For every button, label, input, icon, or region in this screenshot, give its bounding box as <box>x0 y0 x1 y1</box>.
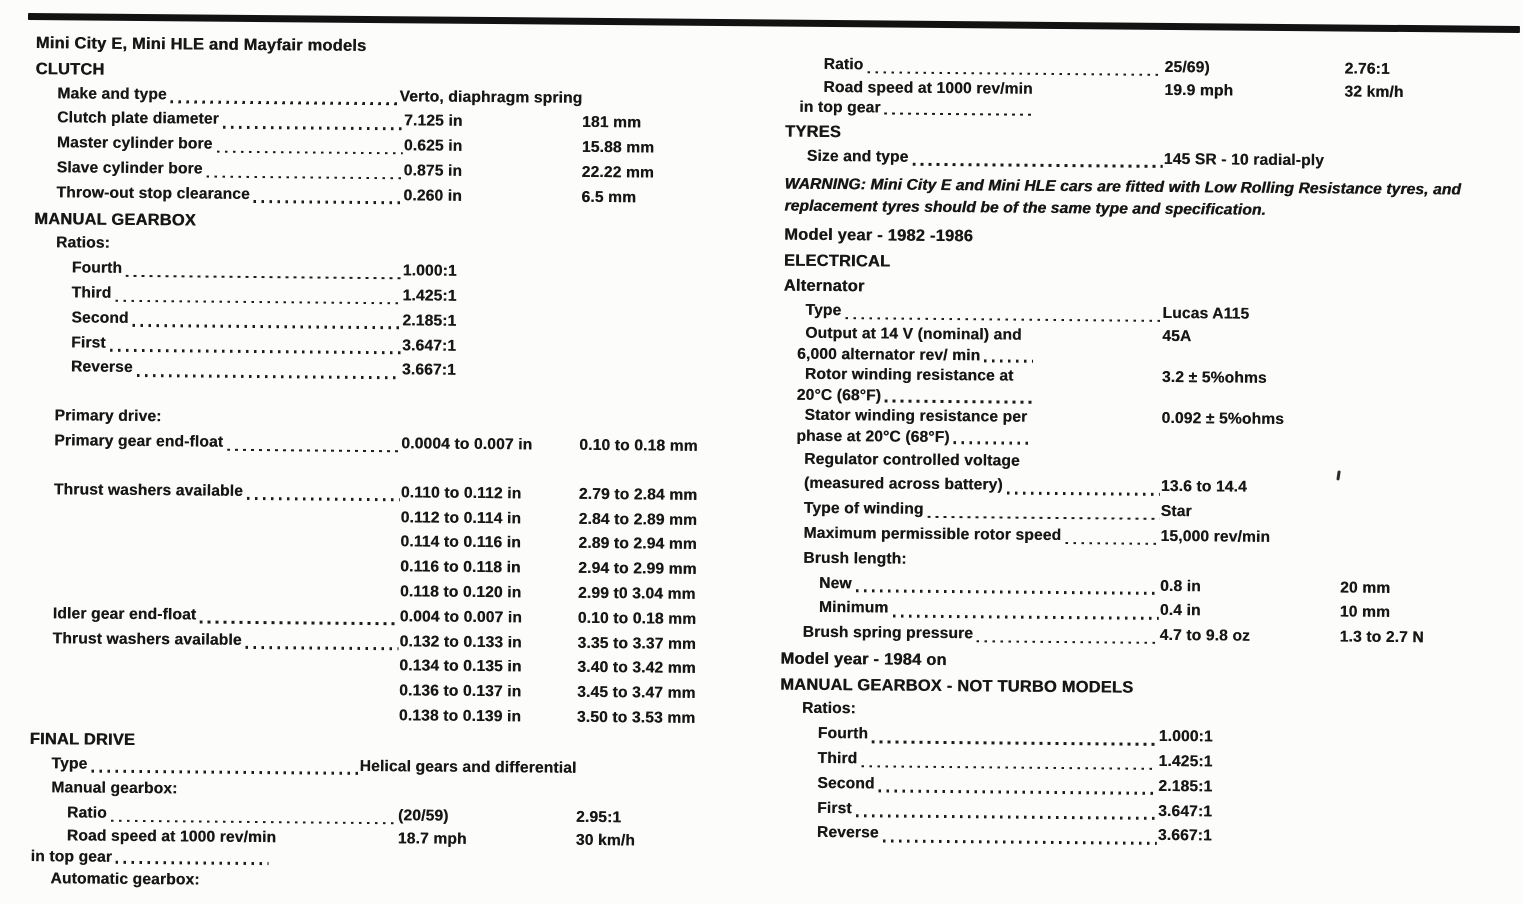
spec-value-metric <box>580 351 733 352</box>
spec-value-imperial: Helical gears and differential <box>359 757 577 777</box>
page-columns <box>28 30 1513 904</box>
spec-label: Fourth <box>71 259 123 277</box>
leader-space <box>34 669 398 675</box>
spec-value-metric: 6.5 mm <box>581 188 637 207</box>
heading-text: Model year - 1982 -1986 <box>784 225 974 246</box>
spec-value-imperial: 0.0004 to 0.007 in <box>401 435 533 454</box>
spec-value-imperial: 3.667:1 <box>1157 827 1212 845</box>
spec-label: First <box>71 333 106 352</box>
spec-label: Reverse <box>70 358 133 377</box>
spec-value-metric <box>1342 404 1511 405</box>
spec-value-imperial: 0.112 to 0.114 in <box>400 508 522 527</box>
spec-value-metric: 2.95:1 <box>575 808 622 827</box>
spec-label: Rotor winding resistance at <box>804 365 1014 385</box>
spec-label: Second <box>71 309 129 327</box>
spec-value-metric <box>581 277 734 278</box>
leader-space <box>280 842 397 846</box>
leader-gap <box>1034 360 1162 361</box>
leader-gap <box>1036 114 1164 115</box>
spec-value-metric <box>1342 320 1511 321</box>
warning-text: WARNING: Mini City E and Mini HLE cars are fitted with Low Rolling Resistance tyres, and replacement tyres should be of the same type and specification. <box>784 175 1461 219</box>
left-column <box>28 30 735 898</box>
spec-value-metric <box>1338 792 1507 793</box>
dot-leader <box>246 646 399 650</box>
spec-value-metric: 30 km/h <box>575 831 636 850</box>
heading-text: Alternator <box>783 276 865 296</box>
dot-leader <box>878 790 1157 795</box>
spec-value-metric: 181 mm <box>582 114 642 132</box>
spec-label: Throw-out stop clearance <box>56 184 250 203</box>
heading-text: MANUAL GEARBOX - NOT TURBO MODELS <box>780 675 1134 697</box>
heading-text: Manual gearbox: <box>51 779 178 798</box>
spec-value-imperial: 3.647:1 <box>1158 802 1213 821</box>
spec-value-imperial: 145 SR - 10 radial-ply <box>1163 150 1325 170</box>
dot-leader <box>247 497 400 501</box>
spec-value-imperial: (20/59) <box>397 807 449 825</box>
spec-value-metric <box>1342 342 1511 343</box>
dot-leader <box>867 71 1163 76</box>
leader-space <box>1017 380 1160 384</box>
spec-value-imperial: 1.425:1 <box>402 287 457 305</box>
spec-value-imperial: 0.4 in <box>1159 602 1201 620</box>
spec-value-imperial: 0.875 in <box>403 162 463 180</box>
spec-value-metric: 20 mm <box>1339 578 1391 597</box>
spec-value-metric: 2.94 to 2.99 mm <box>578 559 697 578</box>
spec-row <box>785 144 1513 175</box>
spec-value-imperial: 3.667:1 <box>401 361 456 380</box>
spec-label: Type <box>805 301 842 320</box>
dot-leader <box>1007 491 1160 495</box>
heading-text: Ratios: <box>55 234 110 253</box>
spec-label-continued: in top gear <box>799 99 881 117</box>
heading-text: Mini City E, Mini HLE and Mayfair models <box>35 34 367 55</box>
spec-value-metric <box>576 865 729 866</box>
spec-value-imperial: 0.138 to 0.139 in <box>398 707 522 726</box>
spec-value-imperial: 0.110 to 0.112 in <box>400 484 522 503</box>
leader-space <box>1031 421 1160 425</box>
spec-value-imperial: 0.116 to 0.118 in <box>400 558 521 577</box>
leader-gap <box>1034 402 1162 403</box>
dot-leader <box>227 448 400 452</box>
spec-value-metric: 22.22 mm <box>581 163 655 182</box>
spec-label: Size and type <box>806 147 909 166</box>
spec-value-metric <box>1341 425 1510 426</box>
spec-label: Road speed at 1000 rev/min <box>823 78 1033 98</box>
spec-label: Thrust washers available <box>52 629 242 649</box>
spec-value-metric <box>580 376 733 377</box>
spec-value-imperial <box>1164 115 1344 117</box>
spec-value-imperial: 2.185:1 <box>1158 777 1213 796</box>
leader-space <box>36 520 400 526</box>
spec-value-metric: 3.45 to 3.47 mm <box>577 683 696 702</box>
spec-label: Ratio <box>66 804 107 822</box>
spec-value-imperial <box>1161 444 1341 446</box>
leader-space <box>1026 339 1162 343</box>
spec-value-metric: 2.79 to 2.84 mm <box>578 485 698 504</box>
dot-leader <box>885 112 1036 116</box>
spec-value-imperial: 13.6 to 14.4 <box>1160 478 1247 496</box>
spec-value-imperial: 0.136 to 0.137 in <box>399 682 522 701</box>
spec-value-metric: 32 km/h <box>1344 83 1404 101</box>
spec-value-imperial <box>1162 403 1342 405</box>
heading-text: ELECTRICAL <box>783 251 891 271</box>
heading-text: FINAL DRIVE <box>29 729 136 749</box>
spec-value-imperial: 1.425:1 <box>1158 752 1213 771</box>
dot-leader <box>137 374 401 379</box>
dot-leader <box>126 275 402 280</box>
dot-leader <box>845 317 1161 322</box>
spec-value-metric <box>1340 542 1509 543</box>
spec-value-imperial: 0.114 to 0.116 in <box>400 533 521 552</box>
dot-leader <box>912 163 1162 168</box>
spec-value-imperial: 1.000:1 <box>1158 728 1213 746</box>
spec-value-metric: 2.99 t0 3.04 mm <box>577 584 696 603</box>
dot-leader <box>133 324 402 329</box>
spec-value-metric <box>1341 445 1510 446</box>
dot-leader <box>116 861 269 865</box>
dot-leader <box>171 100 399 105</box>
spec-value-metric <box>576 772 729 773</box>
spec-value-metric <box>582 102 735 103</box>
spec-value-imperial: Lucas A115 <box>1162 305 1250 323</box>
spec-value-metric: 3.40 to 3.42 mm <box>577 659 696 678</box>
spec-value-metric <box>1342 363 1511 364</box>
leader-gap <box>270 863 398 864</box>
spec-row <box>779 821 1507 852</box>
spec-value-metric <box>1341 493 1510 494</box>
warning-note <box>784 173 1512 225</box>
spec-label: Third <box>817 749 858 768</box>
dot-leader <box>115 299 401 304</box>
spec-label: Slave cylinder bore <box>56 159 203 178</box>
dot-leader <box>110 349 401 354</box>
spec-label: Master cylinder bore <box>56 134 213 153</box>
heading-text: Primary drive: <box>54 407 162 426</box>
spec-value-imperial: 1.000:1 <box>402 262 457 280</box>
spec-value-imperial: 7.125 in <box>404 112 463 131</box>
spec-label: Third <box>71 284 112 302</box>
spec-value-metric <box>1344 165 1513 166</box>
spec-value-imperial: 45A <box>1162 327 1192 346</box>
spec-value-imperial: 0.092 ± 5%ohms <box>1161 410 1285 429</box>
dot-leader <box>111 819 397 824</box>
leader-space <box>1037 93 1164 97</box>
spec-value-imperial: 25/69) <box>1164 58 1210 77</box>
spec-value-metric: 10 mm <box>1339 603 1391 622</box>
dot-leader <box>216 150 402 154</box>
spec-label-continued: in top gear <box>30 847 113 866</box>
spec-value-metric: 2.89 to 2.94 mm <box>578 535 697 554</box>
dot-leader <box>223 126 403 130</box>
dot-leader <box>954 441 1033 444</box>
spec-label: Thrust washers available <box>53 480 244 500</box>
spec-value-metric: 2.84 to 2.89 mm <box>578 510 698 529</box>
spec-value-metric <box>580 327 733 328</box>
leader-gap <box>1033 443 1161 444</box>
heading-text: Automatic gearbox: <box>50 870 200 889</box>
spec-label-continued: 6,000 alternator rev/ min <box>797 345 981 364</box>
spec-value-imperial: 0.260 in <box>403 187 462 205</box>
heading-text: TYRES <box>784 122 842 142</box>
spec-label: Clutch plate diameter <box>57 109 219 129</box>
spec-value-imperial: 0.625 in <box>403 137 463 155</box>
spec-label: Minimum <box>818 599 889 617</box>
dot-leader <box>872 740 1158 745</box>
spec-value-imperial: 3.2 ± 5%ohms <box>1161 369 1267 387</box>
spec-value-imperial: 0.004 to 0.007 in <box>399 607 523 627</box>
spec-label: (measured across battery) <box>803 475 1003 494</box>
dot-leader <box>91 770 358 775</box>
spec-label: Idler gear end-float <box>52 604 197 624</box>
spec-value-metric <box>1341 518 1510 519</box>
spec-value-imperial: 0.132 to 0.133 in <box>399 632 522 651</box>
spec-value-metric <box>1339 743 1508 744</box>
dot-leader <box>856 589 1159 594</box>
spec-value-imperial: 18.7 mph <box>397 830 467 848</box>
heading-text: Model year - 1984 on <box>780 649 947 669</box>
heading-text: Regulator controlled voltage <box>804 450 1020 470</box>
dot-leader <box>885 400 1033 404</box>
spec-value-imperial: 3.647:1 <box>402 336 457 355</box>
spec-label: Primary gear end-float <box>54 432 224 451</box>
heading-text: Brush length: <box>803 549 907 568</box>
spec-label: Maximum permissible rotor speed <box>803 524 1062 544</box>
spec-label: Stator winding resistance per <box>804 407 1028 427</box>
dot-leader <box>206 175 402 179</box>
leader-space <box>35 570 399 576</box>
dot-leader <box>856 815 1157 820</box>
spec-value-metric: 1.3 to 2.7 N <box>1339 628 1424 647</box>
spec-value-metric <box>1338 817 1507 818</box>
dot-leader <box>977 640 1159 644</box>
spec-value-imperial: 15,000 rev/min <box>1160 527 1271 546</box>
spec-value-imperial <box>1162 361 1342 363</box>
dot-leader <box>927 516 1159 521</box>
page-top-rule <box>28 13 1520 33</box>
dot-leader <box>984 359 1033 362</box>
dot-leader <box>883 840 1157 845</box>
group-label <box>28 867 728 898</box>
spec-value-metric <box>1342 384 1511 385</box>
leader-space <box>35 595 399 601</box>
spec-value-imperial: 2.185:1 <box>402 312 457 330</box>
dot-leader <box>254 200 403 204</box>
spec-label: Output at 14 V (nominal) and <box>805 324 1022 344</box>
spec-value-metric: 15.88 mm <box>581 139 655 157</box>
dot-leader <box>1065 542 1159 546</box>
spec-value-metric <box>581 302 734 303</box>
spec-value-imperial <box>398 864 576 866</box>
spec-value-imperial: Star <box>1160 502 1192 521</box>
spec-label-continued: phase at 20°C (68°F) <box>796 427 950 446</box>
spec-label: Make and type <box>57 84 167 103</box>
spec-value-metric <box>1344 117 1513 118</box>
spec-label: Reverse <box>816 824 879 842</box>
spec-value-imperial: 0.8 in <box>1159 577 1201 595</box>
spec-label: Second <box>817 774 875 793</box>
dot-leader <box>200 621 399 625</box>
spec-value-metric: 3.35 to 3.37 mm <box>577 634 697 653</box>
dot-leader <box>861 765 1157 770</box>
spec-value-imperial: 0.118 to 0.120 in <box>399 583 522 602</box>
heading-text: CLUTCH <box>35 59 105 79</box>
spec-value-metric: 0.10 to 0.18 mm <box>579 436 698 455</box>
spec-label: Road speed at 1000 rev/min <box>66 827 277 847</box>
spec-label: New <box>819 574 852 592</box>
spec-label: Type of winding <box>803 499 924 518</box>
spec-label: First <box>817 799 852 817</box>
right-column <box>779 37 1514 853</box>
leader-space <box>35 545 399 551</box>
spec-value-imperial: 19.9 mph <box>1164 81 1234 100</box>
spec-value-metric: 0.10 to 0.18 mm <box>577 609 697 628</box>
spec-value-metric <box>1338 842 1507 843</box>
spec-value-metric: 3.50 to 3.53 mm <box>576 708 696 727</box>
spec-value-metric <box>1338 768 1507 769</box>
spec-label: Brush spring pressure <box>802 623 974 643</box>
spec-label-continued: 20°C (68°F) <box>796 386 882 405</box>
leader-space <box>34 694 398 700</box>
dot-leader <box>892 614 1159 619</box>
spec-value-imperial: 0.134 to 0.135 in <box>399 657 522 676</box>
spec-label: Fourth <box>817 725 869 743</box>
heading-text: MANUAL GEARBOX <box>34 209 196 230</box>
spec-label: Type <box>51 754 88 773</box>
leader-space <box>34 719 398 725</box>
spec-value-imperial: Verto, diaphragm spring <box>399 87 583 107</box>
spec-value-imperial: 4.7 to 9.8 oz <box>1159 626 1251 645</box>
spec-label: Ratio <box>823 55 864 74</box>
heading-text: Ratios: <box>801 700 856 718</box>
spec-value-metric: 2.76:1 <box>1344 60 1390 78</box>
